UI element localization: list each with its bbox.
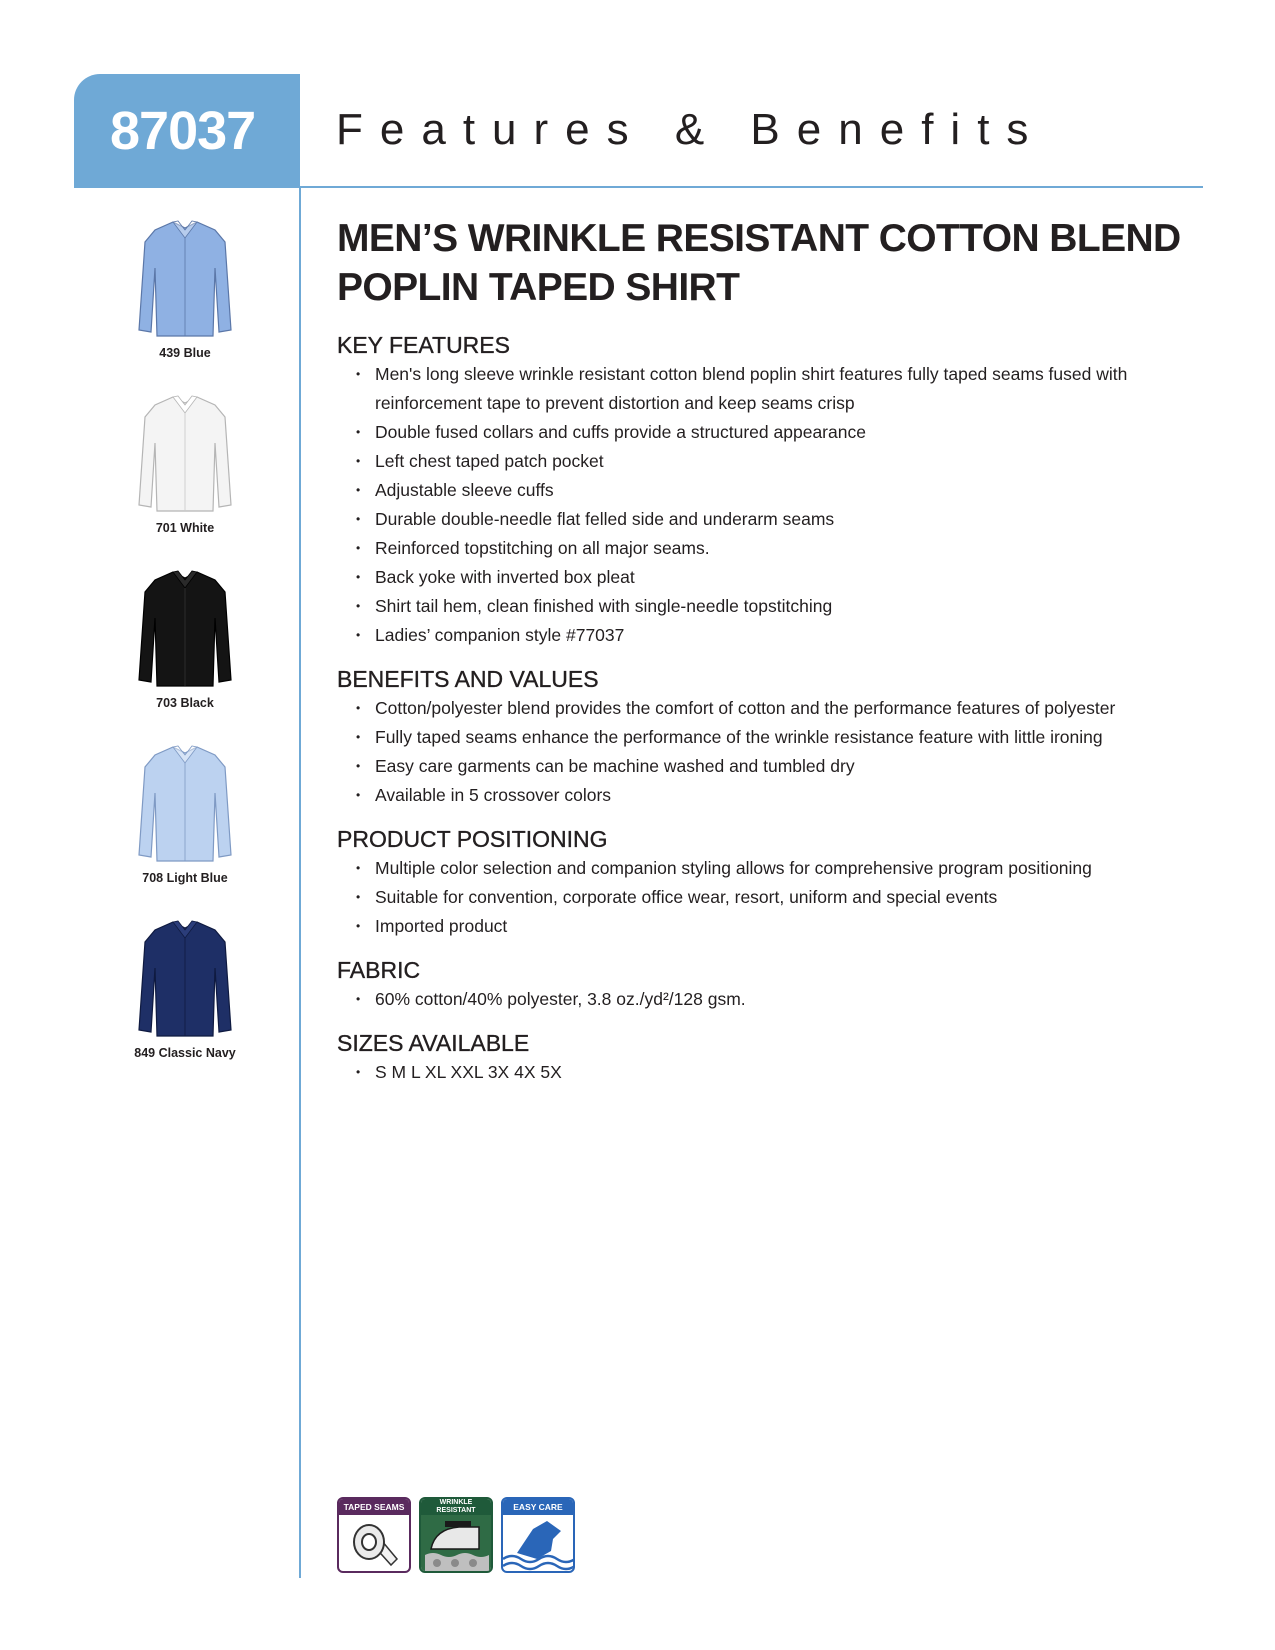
bullet-item: • Back yoke with inverted box pleat: [337, 563, 1197, 592]
sizes-list: [337, 1058, 1197, 1087]
page-title: Features & Benefits: [336, 105, 1046, 154]
product-title: [337, 214, 1197, 312]
section-heading: PRODUCT POSITIONING: [337, 826, 608, 852]
key-features-section: [337, 330, 1197, 650]
swatch-label: 849 Classic Navy: [134, 1046, 236, 1060]
swatch-708-light-blue: [110, 743, 260, 885]
bullet-item: • Ladies’ companion style #77037: [337, 621, 1197, 650]
badge-label: EASY CARE: [503, 1499, 573, 1515]
bullet-item: • Multiple color selection and companion styling allows for comprehensive program positioning: [337, 854, 1197, 883]
bullet-item: • Left chest taped patch pocket: [337, 447, 1197, 476]
swatch-703-black: [110, 568, 260, 710]
bullet-item: • Easy care garments can be machine washed and tumbled dry: [337, 752, 1197, 781]
main-content: [337, 214, 1197, 1087]
header-divider: [300, 186, 1203, 188]
shirt-image: [135, 568, 235, 690]
benefits-section: [337, 664, 1197, 810]
swatch-701-white: [110, 393, 260, 535]
swatch-849-classic-navy: [110, 918, 260, 1060]
positioning-section: [337, 824, 1197, 941]
shirt-image: [135, 218, 235, 340]
bullet-item: • Imported product: [337, 912, 1197, 941]
key-features-list: [337, 360, 1197, 650]
swatch-label: 703 Black: [156, 696, 214, 710]
bullet-item: • Durable double-needle flat felled side and underarm seams: [337, 505, 1197, 534]
shirt-image: [135, 743, 235, 865]
bullet-item: • Reinforced topstitching on all major seams.: [337, 534, 1197, 563]
bullet-item: • 60% cotton/40% polyester, 3.8 oz./yd²/128 gsm.: [337, 985, 1197, 1014]
swatch-label: 708 Light Blue: [142, 871, 228, 885]
bullet-item: • Men's long sleeve wrinkle resistant cotton blend poplin shirt features fully taped seams fused with reinforcement tape to prevent distortion and keep seams crisp: [337, 360, 1197, 418]
badge-label: TAPED SEAMS: [339, 1499, 409, 1515]
shirt-image: [135, 918, 235, 1040]
fabric-list: [337, 985, 1197, 1014]
positioning-list: [337, 854, 1197, 941]
sizes-section: [337, 1028, 1197, 1087]
fabric-section: [337, 955, 1197, 1014]
section-heading: KEY FEATURES: [337, 332, 510, 358]
section-heading: FABRIC: [337, 957, 421, 983]
product-title-line-1: MEN’S WRINKLE RESISTANT COTTON BLEND: [337, 217, 1181, 260]
sidebar-divider: [299, 188, 301, 1578]
swatch-label: 439 Blue: [159, 346, 211, 360]
washing-shirt-icon: [503, 1515, 573, 1571]
bullet-item: • Double fused collars and cuffs provide a structured appearance: [337, 418, 1197, 447]
bullet-item: • Suitable for convention, corporate office wear, resort, uniform and special events: [337, 883, 1197, 912]
tape-roll-icon: [339, 1515, 409, 1571]
product-title-line-2: POPLIN TAPED SHIRT: [337, 266, 740, 309]
wrinkle-resistant-badge: [419, 1497, 493, 1573]
badge-label-line-2: RESISTANT: [436, 1507, 476, 1514]
swatch-439-blue: [110, 218, 260, 360]
shirt-image: [135, 393, 235, 515]
bullet-item: • Adjustable sleeve cuffs: [337, 476, 1197, 505]
iron-icon: [421, 1515, 491, 1571]
badge-label-line-1: WRINKLE: [439, 1499, 473, 1506]
section-heading: SIZES AVAILABLE: [337, 1030, 530, 1056]
easy-care-badge: [501, 1497, 575, 1573]
taped-seams-badge: [337, 1497, 411, 1573]
benefits-list: [337, 694, 1197, 810]
bullet-item: • Available in 5 crossover colors: [337, 781, 1197, 810]
bullet-item: • Fully taped seams enhance the performance of the wrinkle resistance feature with little ironing: [337, 723, 1197, 752]
bullet-item: • Shirt tail hem, clean finished with single-needle topstitching: [337, 592, 1197, 621]
bullet-item: • Cotton/polyester blend provides the comfort of cotton and the performance features of polyester: [337, 694, 1197, 723]
section-heading: BENEFITS AND VALUES: [337, 666, 599, 692]
badge-label: [421, 1499, 491, 1515]
swatch-label: 701 White: [155, 521, 215, 535]
style-number: 87037: [110, 101, 256, 161]
bullet-item: • S M L XL XXL 3X 4X 5X: [337, 1058, 1197, 1087]
